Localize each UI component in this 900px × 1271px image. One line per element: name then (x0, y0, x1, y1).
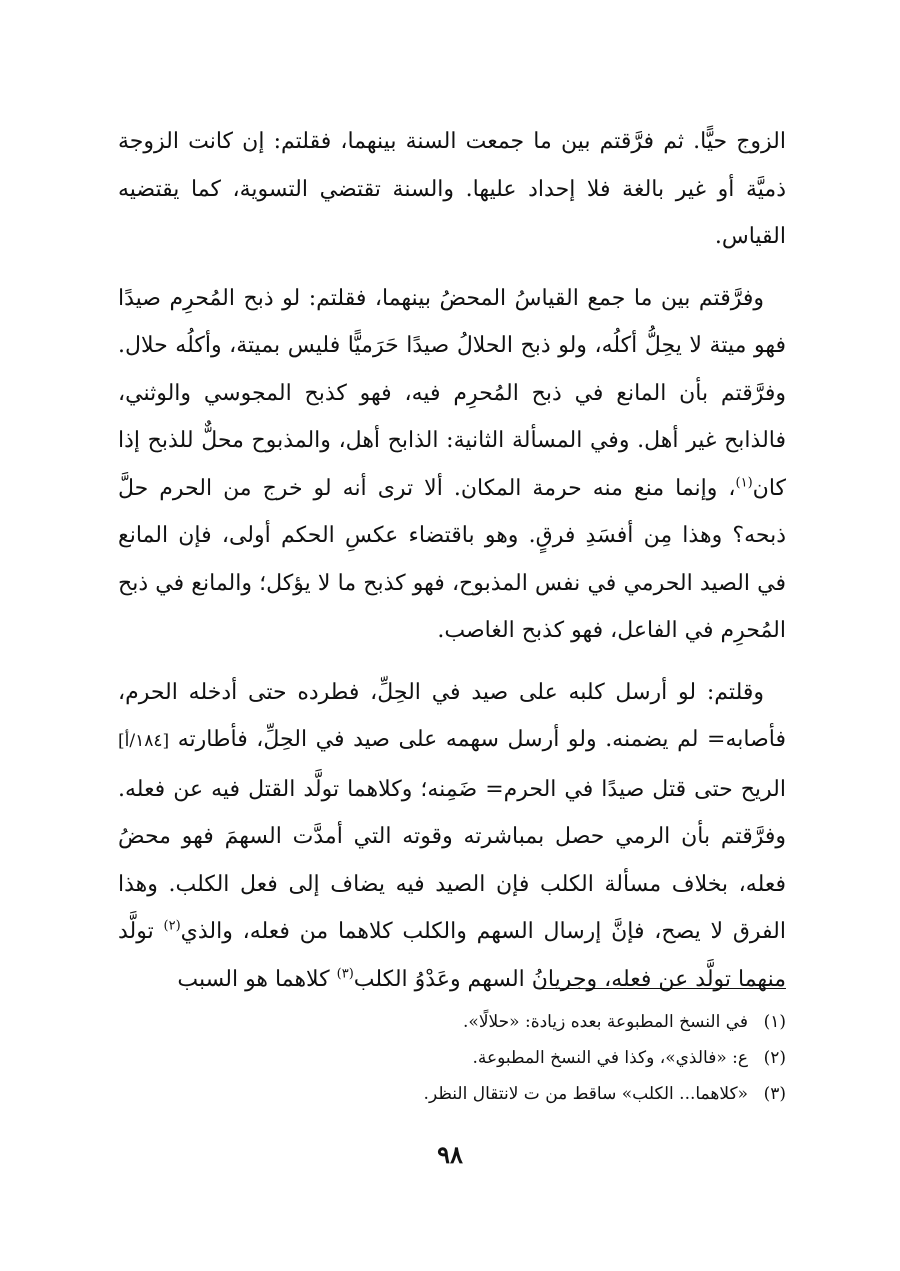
paragraph-1 (118, 118, 786, 261)
paragraph-3-text-b: الريح حتى قتل صيدًا في الحرم= ضَمِنه؛ وكلاهما تولَّد القتل فيه عن فعله. وفرَّقتم بأن الرمي حصل بمباشرته وقوته التي أمدَّت السهمَ فهو محضُ فعله، بخلاف مسألة الكلب فإن الصيد فيه يضاف إلى فعل الكلب. وهذا الفرق لا يصح، فإنَّ إرسال السهم والكلب كلاهما من فعله، والذي (118, 776, 786, 944)
paragraph-2-text-a: وفرَّقتم بين ما جمع القياسُ المحضُ بينهما، فقلتم: لو ذبح المُحرِم صيدًا فهو ميتة لا يحِلُّ أكلُه، ولو ذبح الحلالُ صيدًا حَرَميًّا فليس بميتة، وأكلُه حلال. وفرَّقتم بأن المانع في ذبح المُحرِم فيه، فهو كذبح المجوسي والوثني، فالذابح غير أهل. وفي المسألة الثانية: الذابح أهل، والمذبوح محلٌّ للذبح إذا كان (118, 285, 786, 501)
paragraph-3 (118, 669, 786, 1004)
footnote-number: (٣) (763, 1084, 786, 1104)
footnote-text: «كلاهما... الكلب» ساقط من ت لانتقال النظر. (423, 1084, 748, 1104)
footnote-ref-1[interactable]: (١) (735, 475, 753, 491)
footnote-ref-3[interactable]: (٣) (336, 966, 354, 982)
footnote-3 (118, 1076, 786, 1112)
paragraph-3-text-c: تولَّد منهما تولَّد عن فعله، وجريانُ السهم وعَدْوُ الكلب (118, 919, 786, 992)
paragraph-2-text-b: ، وإنما منع منه حرمة المكان. ألا ترى أنه لو خرج من الحرم حلَّ ذبحه؟ وهذا مِن أفسَدِ فرقٍ. وهو باقتضاء عكسِ الحكم أولى، فإن المانع في الصيد الحرمي في نفس المذبوح، فهو كذبح ما لا يؤكل؛ والمانع في ذبح المُحرِم في الفاعل، فهو كذبح الغاصب. (118, 475, 786, 643)
footnote-ref-2[interactable]: (٢) (163, 918, 181, 934)
paragraph-1-text: الزوج حيًّا. ثم فرَّقتم بين ما جمعت السنة بينهما، فقلتم: إن كانت الزوجة ذميَّة أو غير بالغة فلا إحداد عليها. والسنة تقتضي التسوية، كما يقتضيه القياس. (118, 129, 786, 249)
manuscript-page-ref: [١٨٤/أ] (118, 731, 170, 751)
footnote-2 (118, 1040, 786, 1076)
footnote-number: (١) (763, 1012, 786, 1032)
main-text (118, 118, 786, 1003)
footnote-text: ع: «فالذي»، وكذا في النسخ المطبوعة. (472, 1048, 748, 1068)
footnote-divider (540, 988, 786, 989)
paragraph-2 (118, 275, 786, 655)
footnotes (118, 1004, 786, 1112)
footnote-text: في النسخ المطبوعة بعده زيادة: «حلالًا». (463, 1012, 748, 1032)
paragraph-3-text-a: وقلتم: لو أرسل كلبه على صيد في الحِلِّ، فطرده حتى أدخله الحرم، فأصابه= لم يضمنه. ولو أرسل سهمه على صيد في الحِلِّ، فأطارته (118, 679, 786, 752)
paragraph-3-text-d: كلاهما هو السبب (177, 966, 330, 992)
footnote-number: (٢) (763, 1048, 786, 1068)
page-number: ٩٨ (437, 1140, 463, 1169)
footnote-1 (118, 1004, 786, 1040)
